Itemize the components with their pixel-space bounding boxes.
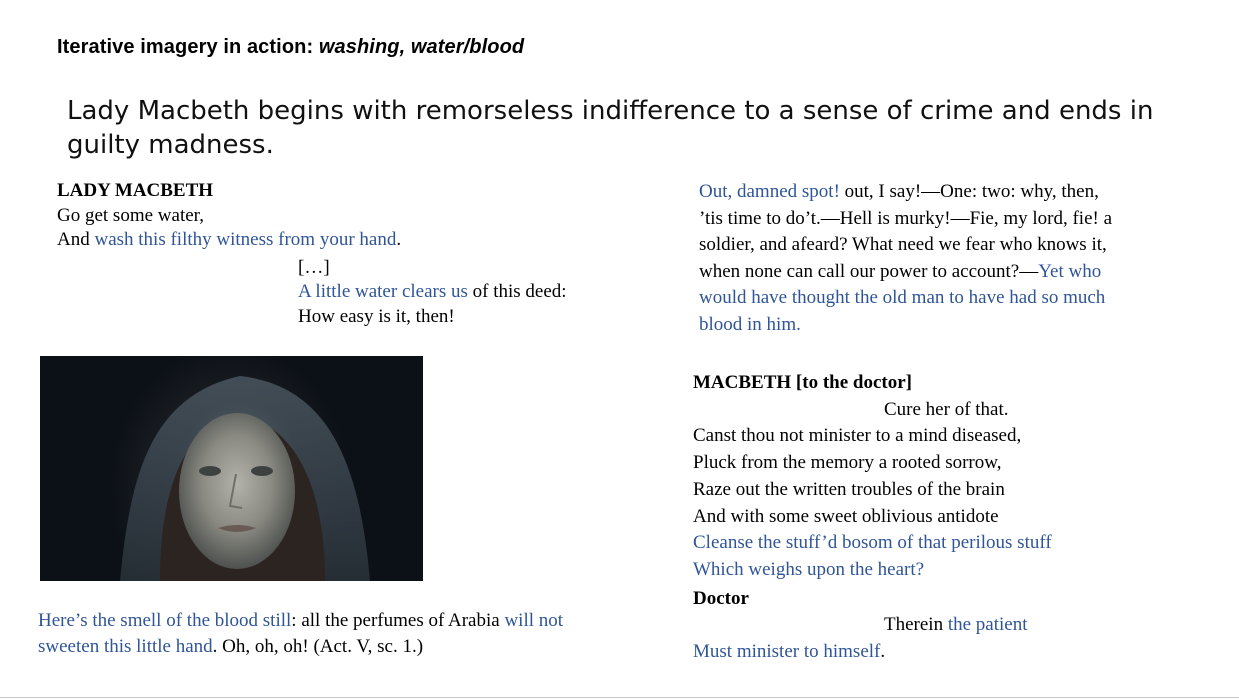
quote-line: Out, damned spot! out, I say!—One: two: why, then,: [699, 181, 1099, 202]
macbeth-doctor-quote: [693, 370, 1052, 666]
quote-line: sweeten this little hand. Oh, oh, oh! (Act. V, sc. 1.): [38, 636, 424, 657]
quote-line: when none can call our power to account?—Yet who: [699, 260, 1102, 282]
lady-macbeth-line2: And wash this filthy witness from your hand.: [57, 229, 402, 250]
quote-line: Cleanse the stuff’d bosom of that perilous stuff: [693, 532, 1052, 554]
quote-line: Cure her of that.: [884, 398, 1009, 420]
macbeth-speaker: MACBETH [to the doctor]: [693, 372, 912, 393]
quote-line: And with some sweet oblivious antidote: [693, 505, 999, 527]
quote-line: Raze out the written troubles of the brain: [693, 478, 1005, 500]
quote-line: Canst thou not minister to a mind diseased,: [693, 425, 1022, 447]
heading-prefix: Iterative imagery in action:: [57, 36, 319, 58]
portrait-illustration: [40, 356, 423, 581]
lady-macbeth-line4: How easy is it, then!: [298, 306, 455, 327]
slide-subtitle: Lady Macbeth begins with remorseless indifference to a sense of crime and ends in guilty madness.: [67, 96, 1154, 160]
lady-macbeth-speaker: LADY MACBETH: [57, 180, 214, 201]
heading-italic: washing, water/blood: [318, 36, 525, 58]
doctor-speaker: Doctor: [693, 587, 749, 609]
lady-macbeth-film-still: [40, 356, 423, 581]
quote-line: blood in him.: [699, 313, 801, 335]
ellipsis: […]: [298, 257, 330, 278]
quote-line: would have thought the old man to have had so much: [699, 287, 1106, 308]
lady-macbeth-line1: Go get some water,: [57, 205, 204, 226]
slide-heading: [57, 36, 524, 59]
bottom-quote: [38, 608, 638, 660]
quote-line: Pluck from the memory a rooted sorrow,: [693, 452, 1002, 474]
lady-macbeth-line3: A little water clears us of this deed:: [298, 281, 567, 302]
quote-line: Here’s the smell of the blood still: all the perfumes of Arabia will not: [38, 610, 564, 631]
slide-bottom-border: [0, 697, 1239, 698]
quote-line: Therein the patient: [884, 614, 1028, 636]
sleepwalking-quote: [699, 179, 1112, 338]
quote-line: soldier, and afeard? What need we fear who knows it,: [699, 234, 1107, 255]
quote-line: ’tis time to do’t.—Hell is murky!—Fie, my lord, fie! a: [699, 207, 1113, 229]
quote-line: Must minister to himself.: [693, 641, 886, 663]
quote-line: Which weighs upon the heart?: [693, 558, 925, 580]
